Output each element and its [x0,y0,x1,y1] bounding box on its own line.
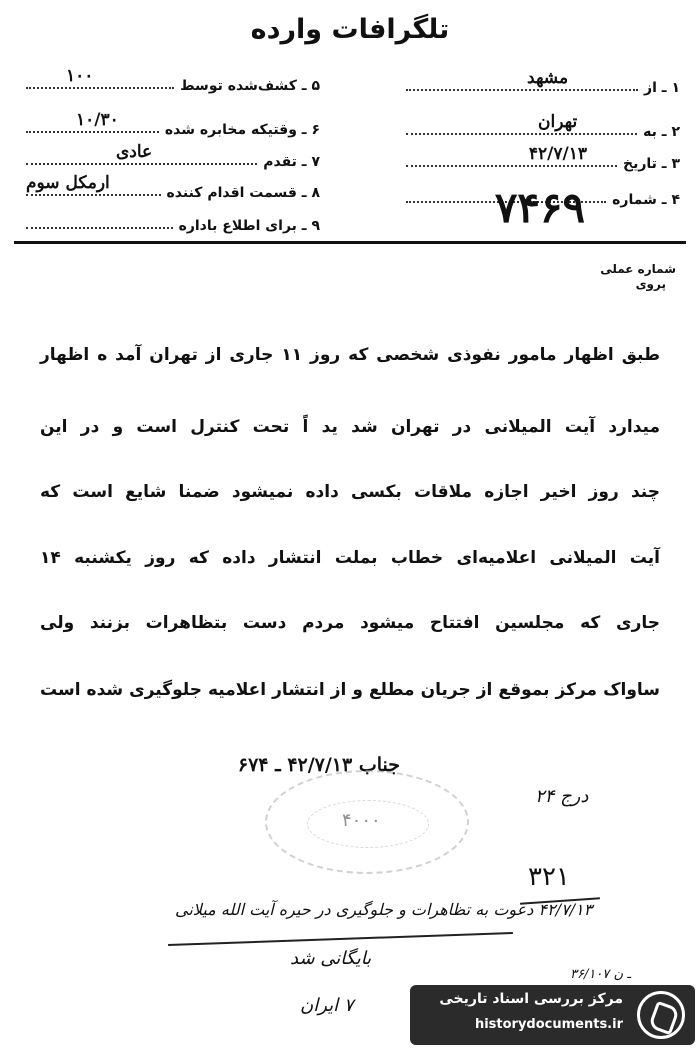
field-dots [26,110,159,133]
field-label: ۳ ـ تاریخ [623,156,680,172]
field-value: ۱۰۰ [66,66,94,86]
field-dots [26,173,161,196]
field-dots [26,226,173,229]
field-dots [406,68,638,91]
field-value: ۱۰/۳۰ [76,110,119,130]
field-for-info [20,208,320,234]
handwritten-subject: ۴۲/۷/۱۳ دعوت به تظاهرات و جلوگیری در حیره آیت الله میلانی [175,900,593,919]
field-action-section [20,175,320,201]
number-label-line1: شماره عملی [600,262,676,276]
field-label: ۵ ـ کشف‌شده توسط [180,78,320,94]
body-line: طبق اظهار مامور نفوذی شخصی که روز ۱۱ جاری از تهران آمد ه اظهار [40,345,660,365]
body-line: جاری که مجلسین افتتاح میشود مردم دست بتظاهرات بزنند ولی [40,613,660,633]
watermark-url: historydocuments.ir [474,1017,623,1032]
field-value: ۴۲/۷/۱۳ [528,144,587,164]
field-label: ۴ ـ شماره [612,192,680,208]
field-dots [406,112,637,135]
field-value: مشهد [527,68,569,88]
header-divider [14,241,686,244]
watermark-title: مرکز بررسی اسناد تاریخی [439,991,623,1007]
field-priority [20,144,320,170]
number-label-line2: پروی [635,277,666,291]
field-label: ۹ ـ برای اطلاع باداره [178,218,320,234]
body-line: ساواک مرکز بموقع از جریان مطلع و از انتشار اعلامیه جلوگیری شده است [40,680,660,700]
reference-line: جناب ۴۲/۷/۱۳ ـ ۶۷۴ [237,754,400,776]
footer-code: ۳۶/۱۰۷ ـ ن [570,967,631,982]
body-line: آیت المیلانی اعلامیه‌ای خطاب بملت انتشار داده که روز یکشنبه ۱۴ [40,548,660,568]
stamp [265,770,469,874]
body-line: میدارد آیت المیلانی در تهران شد ید اً تحت کنترل است و در این [40,417,660,437]
handwritten-signature: بایگانی شد [290,948,372,969]
field-label: ۱ ـ از [644,80,680,96]
field-label: ۶ ـ وقتیکه مخابره شده [164,122,320,138]
message-number: ۷۴۶۹ [494,183,586,232]
archive-logo-icon [637,991,685,1039]
handwritten-number: ۳۲۱ [528,862,570,892]
number-label [600,262,676,292]
field-dots [26,66,174,89]
field-label: ۸ ـ قسمت اقدام کننده [166,185,320,201]
field-dots [26,142,257,165]
field-label: ۲ ـ به [643,124,680,140]
stamp-text: ۴۰۰۰ [342,810,381,831]
field-label: ۷ ـ تقدم [263,154,320,170]
document-title: تلگرافات وارده [250,14,450,45]
watermark [410,985,695,1045]
field-value: عادی [116,142,153,162]
field-dots [406,144,617,167]
field-value: ارمکل سوم [26,173,110,193]
handwritten-initials: ۷ ایران [300,995,354,1016]
field-date [400,146,680,172]
field-decoded-by [20,68,320,94]
handwritten-note: درج ۲۴ [535,786,589,807]
field-to [400,114,680,140]
field-from [400,70,680,96]
field-value: تهران [538,112,578,132]
signature-rule [168,932,513,946]
field-transmitted-time [20,112,320,138]
body-line: چند روز اخیر اجازه ملاقات بکسی داده نمیشود ضمنا شایع است که [40,482,660,502]
